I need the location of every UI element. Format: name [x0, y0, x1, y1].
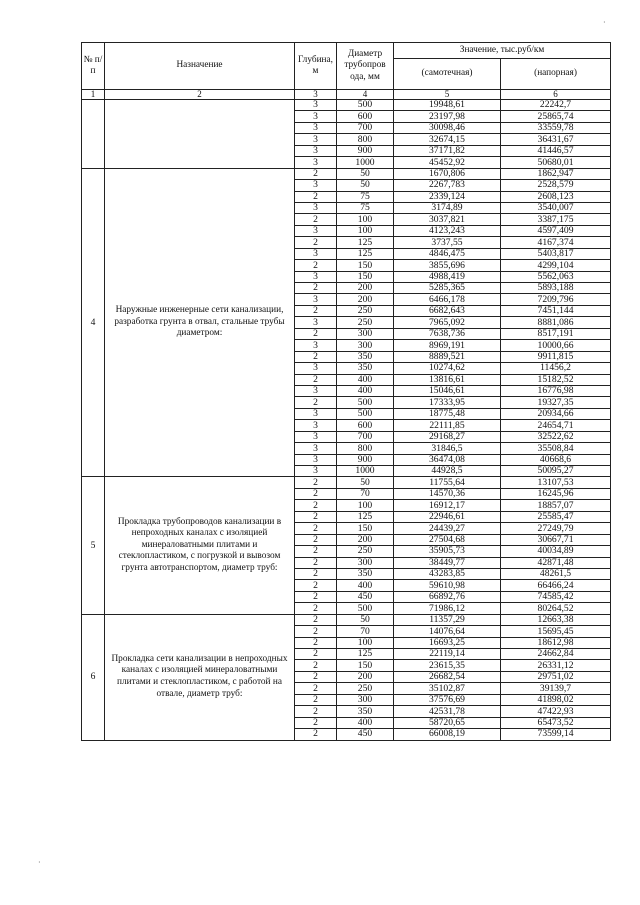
pressure-value-cell: 41446,57: [501, 145, 611, 156]
pressure-value-cell: 8881,086: [501, 317, 611, 328]
gravity-value-cell: 66892,76: [394, 591, 501, 602]
gravity-value-cell: 3037,821: [394, 214, 501, 225]
gravity-value-cell: 58720,65: [394, 717, 501, 728]
pressure-value-cell: 1862,947: [501, 168, 611, 179]
pressure-value-cell: 24662,84: [501, 649, 611, 660]
depth-cell: 3: [295, 202, 337, 213]
depth-cell: 3: [295, 271, 337, 282]
gravity-value-cell: 6682,643: [394, 305, 501, 316]
gravity-value-cell: 59610,98: [394, 580, 501, 591]
diameter-cell: 400: [337, 717, 394, 728]
diameter-cell: 300: [337, 557, 394, 568]
pressure-value-cell: 7209,796: [501, 294, 611, 305]
diameter-cell: 250: [337, 305, 394, 316]
col-number: 4: [337, 90, 394, 100]
diameter-cell: 200: [337, 283, 394, 294]
pressure-value-cell: 12663,38: [501, 614, 611, 625]
diameter-cell: 250: [337, 546, 394, 557]
group-description: [105, 100, 295, 169]
gravity-value-cell: 66008,19: [394, 729, 501, 740]
pressure-value-cell: 41898,02: [501, 694, 611, 705]
diameter-cell: 600: [337, 420, 394, 431]
diameter-cell: 300: [337, 694, 394, 705]
gravity-value-cell: 6466,178: [394, 294, 501, 305]
diameter-cell: 150: [337, 523, 394, 534]
gravity-value-cell: 3855,696: [394, 260, 501, 271]
depth-cell: 3: [295, 385, 337, 396]
gravity-value-cell: 4846,475: [394, 248, 501, 259]
depth-cell: 2: [295, 568, 337, 579]
depth-cell: 3: [295, 111, 337, 122]
diameter-cell: 450: [337, 729, 394, 740]
depth-cell: 3: [295, 225, 337, 236]
gravity-value-cell: 22111,85: [394, 420, 501, 431]
pressure-value-cell: 15695,45: [501, 626, 611, 637]
diameter-cell: 200: [337, 534, 394, 545]
table-row: [82, 477, 611, 488]
pressure-value-cell: 73599,14: [501, 729, 611, 740]
gravity-value-cell: 22946,61: [394, 511, 501, 522]
group-description: Прокладка сети канализации в непроходных каналах с изоляцией минераловатными плитами и стеклопластиком, с работой на отвале, диаметр труб:: [105, 614, 295, 740]
diameter-cell: 600: [337, 111, 394, 122]
gravity-value-cell: 71986,12: [394, 603, 501, 614]
gravity-value-cell: 2339,124: [394, 191, 501, 202]
diameter-cell: 300: [337, 340, 394, 351]
depth-cell: 3: [295, 431, 337, 442]
group-description: Наружные инженерные сети канализации, разработка грунта в отвал, стальные трубы диаметром:: [105, 168, 295, 477]
depth-cell: 3: [295, 340, 337, 351]
pressure-value-cell: 18612,98: [501, 637, 611, 648]
depth-cell: 2: [295, 626, 337, 637]
pressure-value-cell: 7451,144: [501, 305, 611, 316]
gravity-value-cell: 11357,29: [394, 614, 501, 625]
diameter-cell: 250: [337, 683, 394, 694]
diameter-cell: 400: [337, 580, 394, 591]
depth-cell: 3: [295, 443, 337, 454]
diameter-cell: 200: [337, 294, 394, 305]
depth-cell: 2: [295, 168, 337, 179]
gravity-value-cell: 19948,61: [394, 100, 501, 111]
gravity-value-cell: 2267,783: [394, 180, 501, 191]
pressure-value-cell: 33559,78: [501, 122, 611, 133]
gravity-value-cell: 4988,419: [394, 271, 501, 282]
pressure-value-cell: 48261,5: [501, 568, 611, 579]
diameter-cell: 50: [337, 477, 394, 488]
pressure-value-cell: 66466,24: [501, 580, 611, 591]
depth-cell: 2: [295, 488, 337, 499]
diameter-cell: 900: [337, 454, 394, 465]
depth-cell: 2: [295, 729, 337, 740]
diameter-cell: 150: [337, 260, 394, 271]
gravity-value-cell: 23615,35: [394, 660, 501, 671]
pressure-value-cell: 65473,52: [501, 717, 611, 728]
depth-cell: 2: [295, 305, 337, 316]
pressure-value-cell: 50680,01: [501, 157, 611, 168]
depth-cell: 2: [295, 660, 337, 671]
pressure-value-cell: 25865,74: [501, 111, 611, 122]
depth-cell: 2: [295, 603, 337, 614]
gravity-value-cell: 11755,64: [394, 477, 501, 488]
diameter-cell: 150: [337, 271, 394, 282]
depth-cell: 3: [295, 408, 337, 419]
diameter-cell: 400: [337, 374, 394, 385]
depth-cell: 2: [295, 546, 337, 557]
pressure-value-cell: 4167,374: [501, 237, 611, 248]
diameter-cell: 400: [337, 385, 394, 396]
depth-cell: 3: [295, 420, 337, 431]
diameter-cell: 900: [337, 145, 394, 156]
depth-cell: 2: [295, 374, 337, 385]
diameter-cell: 100: [337, 637, 394, 648]
pressure-value-cell: 22242,7: [501, 100, 611, 111]
pressure-value-cell: 8517,191: [501, 328, 611, 339]
pressure-value-cell: 29751,02: [501, 671, 611, 682]
depth-cell: 2: [295, 477, 337, 488]
diameter-cell: 500: [337, 397, 394, 408]
diameter-cell: 350: [337, 363, 394, 374]
depth-cell: 2: [295, 706, 337, 717]
col-number: 3: [295, 90, 337, 100]
diameter-cell: 300: [337, 328, 394, 339]
diameter-cell: 350: [337, 706, 394, 717]
depth-cell: 3: [295, 180, 337, 191]
header-value: Значение, тыс.руб/км: [394, 43, 611, 59]
depth-cell: 3: [295, 157, 337, 168]
header-num: № п/п: [82, 43, 105, 90]
gravity-value-cell: 22119,14: [394, 649, 501, 660]
col-number: 6: [501, 90, 611, 100]
gravity-value-cell: 43283,85: [394, 568, 501, 579]
depth-cell: 2: [295, 523, 337, 534]
pressure-value-cell: 4597,409: [501, 225, 611, 236]
depth-cell: 2: [295, 328, 337, 339]
diameter-cell: 500: [337, 408, 394, 419]
diameter-cell: 250: [337, 317, 394, 328]
pressure-value-cell: 2608,123: [501, 191, 611, 202]
pressure-value-cell: 15182,52: [501, 374, 611, 385]
gravity-value-cell: 8969,191: [394, 340, 501, 351]
table-row: [82, 614, 611, 625]
gravity-value-cell: 35905,73: [394, 546, 501, 557]
pressure-value-cell: 5403,817: [501, 248, 611, 259]
header-diameter: Диаметр трубопров ода, мм: [337, 43, 394, 90]
depth-cell: 2: [295, 717, 337, 728]
pressure-value-cell: 24654,71: [501, 420, 611, 431]
depth-cell: 2: [295, 237, 337, 248]
pressure-value-cell: 80264,52: [501, 603, 611, 614]
diameter-cell: 700: [337, 122, 394, 133]
diameter-cell: 50: [337, 168, 394, 179]
pressure-value-cell: 50095,27: [501, 466, 611, 477]
pressure-value-cell: 35508,84: [501, 443, 611, 454]
gravity-value-cell: 44928,5: [394, 466, 501, 477]
pressure-value-cell: 4299,104: [501, 260, 611, 271]
depth-cell: 2: [295, 191, 337, 202]
depth-cell: 3: [295, 100, 337, 111]
gravity-value-cell: 1670,806: [394, 168, 501, 179]
pressure-value-cell: 2528,579: [501, 180, 611, 191]
pressure-value-cell: 18857,07: [501, 500, 611, 511]
pressure-value-cell: 13107,53: [501, 477, 611, 488]
gravity-value-cell: 16912,17: [394, 500, 501, 511]
depth-cell: 2: [295, 649, 337, 660]
gravity-value-cell: 29168,27: [394, 431, 501, 442]
depth-cell: 3: [295, 134, 337, 145]
pressure-value-cell: 40034,89: [501, 546, 611, 557]
depth-cell: 3: [295, 454, 337, 465]
gravity-value-cell: 7965,092: [394, 317, 501, 328]
diameter-cell: 700: [337, 431, 394, 442]
diameter-cell: 75: [337, 202, 394, 213]
diameter-cell: 1000: [337, 157, 394, 168]
pressure-value-cell: 36431,67: [501, 134, 611, 145]
depth-cell: 2: [295, 580, 337, 591]
gravity-value-cell: 7638,736: [394, 328, 501, 339]
gravity-value-cell: 13816,61: [394, 374, 501, 385]
group-number: 5: [82, 477, 105, 614]
pressure-value-cell: 26331,12: [501, 660, 611, 671]
depth-cell: 3: [295, 363, 337, 374]
diameter-cell: 100: [337, 225, 394, 236]
diameter-cell: 500: [337, 603, 394, 614]
diameter-cell: 75: [337, 191, 394, 202]
depth-cell: 2: [295, 683, 337, 694]
pressure-value-cell: 11456,2: [501, 363, 611, 374]
col-number: 1: [82, 90, 105, 100]
pressure-value-cell: 42871,48: [501, 557, 611, 568]
gravity-value-cell: 3174,89: [394, 202, 501, 213]
gravity-value-cell: 23197,98: [394, 111, 501, 122]
diameter-cell: 125: [337, 511, 394, 522]
gravity-value-cell: 16693,25: [394, 637, 501, 648]
gravity-value-cell: 15046,61: [394, 385, 501, 396]
gravity-value-cell: 18775,48: [394, 408, 501, 419]
gravity-value-cell: 30098,46: [394, 122, 501, 133]
pressure-value-cell: 5893,188: [501, 283, 611, 294]
pressure-value-cell: 10000,66: [501, 340, 611, 351]
pressure-value-cell: 25585,47: [501, 511, 611, 522]
diameter-cell: 350: [337, 568, 394, 579]
depth-cell: 2: [295, 591, 337, 602]
gravity-value-cell: 38449,77: [394, 557, 501, 568]
pressure-value-cell: 40668,6: [501, 454, 611, 465]
pressure-value-cell: 39139,7: [501, 683, 611, 694]
gravity-value-cell: 35102,87: [394, 683, 501, 694]
gravity-value-cell: 45452,92: [394, 157, 501, 168]
pressure-value-cell: 30667,71: [501, 534, 611, 545]
depth-cell: 2: [295, 214, 337, 225]
gravity-value-cell: 37576,69: [394, 694, 501, 705]
diameter-cell: 100: [337, 500, 394, 511]
depth-cell: 2: [295, 557, 337, 568]
pressure-value-cell: 47422,93: [501, 706, 611, 717]
depth-cell: 3: [295, 466, 337, 477]
gravity-value-cell: 31846,5: [394, 443, 501, 454]
scan-mark: ·: [38, 858, 41, 867]
depth-cell: 3: [295, 145, 337, 156]
scan-mark: ·: [603, 18, 606, 27]
gravity-value-cell: 24439,27: [394, 523, 501, 534]
depth-cell: 2: [295, 614, 337, 625]
pressure-value-cell: 32522,62: [501, 431, 611, 442]
depth-cell: 2: [295, 511, 337, 522]
header-depth: Глубина, м: [295, 43, 337, 90]
gravity-value-cell: 14570,36: [394, 488, 501, 499]
diameter-cell: 50: [337, 180, 394, 191]
gravity-value-cell: 37171,82: [394, 145, 501, 156]
gravity-value-cell: 3737,55: [394, 237, 501, 248]
diameter-cell: 70: [337, 488, 394, 499]
depth-cell: 2: [295, 283, 337, 294]
gravity-value-cell: 32674,15: [394, 134, 501, 145]
diameter-cell: 125: [337, 248, 394, 259]
gravity-value-cell: 26682,54: [394, 671, 501, 682]
group-number: [82, 100, 105, 169]
gravity-value-cell: 8889,521: [394, 351, 501, 362]
gravity-value-cell: 42531,78: [394, 706, 501, 717]
diameter-cell: 50: [337, 614, 394, 625]
group-number: 6: [82, 614, 105, 740]
header-name: Назначение: [105, 43, 295, 90]
group-number: 4: [82, 168, 105, 477]
diameter-cell: 200: [337, 671, 394, 682]
diameter-cell: 125: [337, 649, 394, 660]
pressure-value-cell: 5562,063: [501, 271, 611, 282]
depth-cell: 3: [295, 294, 337, 305]
diameter-cell: 100: [337, 214, 394, 225]
pressure-value-cell: 3540,007: [501, 202, 611, 213]
diameter-cell: 800: [337, 443, 394, 454]
pressure-value-cell: 74585,42: [501, 591, 611, 602]
gravity-value-cell: 27504,68: [394, 534, 501, 545]
diameter-cell: 800: [337, 134, 394, 145]
col-number: 5: [394, 90, 501, 100]
diameter-cell: 350: [337, 351, 394, 362]
col-number: 2: [105, 90, 295, 100]
depth-cell: 2: [295, 694, 337, 705]
depth-cell: 2: [295, 397, 337, 408]
header-gravity: (самотечная): [394, 59, 501, 90]
depth-cell: 2: [295, 637, 337, 648]
pressure-value-cell: 20934,66: [501, 408, 611, 419]
table-row: [82, 168, 611, 179]
depth-cell: 3: [295, 317, 337, 328]
depth-cell: 2: [295, 260, 337, 271]
gravity-value-cell: 5285,365: [394, 283, 501, 294]
group-description: Прокладка трубопроводов канализации в непроходных каналах с изоляцией минераловатными плитами и стеклопластиком, с погрузкой и вывозом грунта автотранспортом, диаметр труб:: [105, 477, 295, 614]
gravity-value-cell: 14076,64: [394, 626, 501, 637]
pressure-value-cell: 27249,79: [501, 523, 611, 534]
depth-cell: 3: [295, 122, 337, 133]
diameter-cell: 70: [337, 626, 394, 637]
gravity-value-cell: 36474,08: [394, 454, 501, 465]
gravity-value-cell: 4123,243: [394, 225, 501, 236]
pressure-value-cell: 16776,98: [501, 385, 611, 396]
depth-cell: 2: [295, 500, 337, 511]
gravity-value-cell: 10274,62: [394, 363, 501, 374]
depth-cell: 2: [295, 534, 337, 545]
gravity-value-cell: 17333,95: [394, 397, 501, 408]
table-row: [82, 100, 611, 111]
diameter-cell: 450: [337, 591, 394, 602]
pressure-value-cell: 16245,96: [501, 488, 611, 499]
depth-cell: 3: [295, 248, 337, 259]
pressure-value-cell: 3387,175: [501, 214, 611, 225]
diameter-cell: 125: [337, 237, 394, 248]
depth-cell: 2: [295, 351, 337, 362]
depth-cell: 2: [295, 671, 337, 682]
header-pressure: (напорная): [501, 59, 611, 90]
diameter-cell: 1000: [337, 466, 394, 477]
pressure-value-cell: 9911,815: [501, 351, 611, 362]
diameter-cell: 500: [337, 100, 394, 111]
tariff-table: [81, 42, 611, 741]
pressure-value-cell: 19327,35: [501, 397, 611, 408]
diameter-cell: 150: [337, 660, 394, 671]
